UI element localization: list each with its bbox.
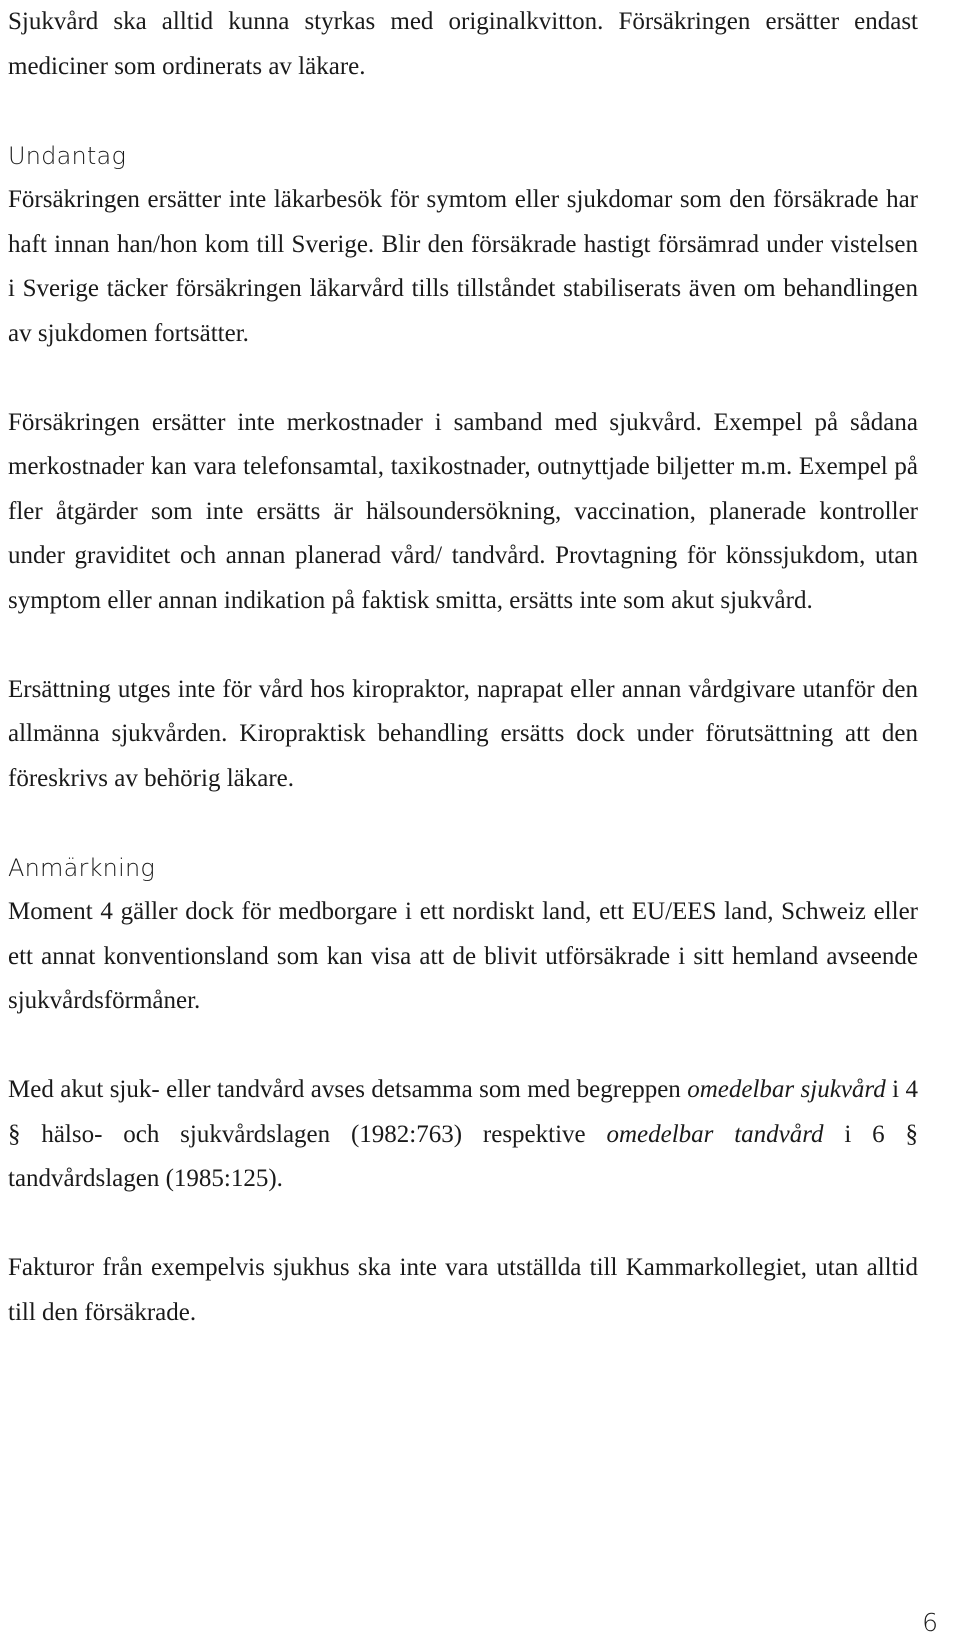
paragraph-fakturor: Fakturor från exempelvis sjukhus ska inte vara utställda till Kammarkollegiet, utan alltid till den försäkrade. [8, 1254, 918, 1326]
akut-text-3: i 6 § tandvårdslagen (1985:125). [8, 1120, 918, 1192]
paragraph-gap [8, 356, 918, 401]
heading-undantag: Undantag [8, 141, 127, 170]
paragraph-gap [8, 1202, 918, 1247]
paragraph-undantag: Försäkringen ersätter inte läkarbesök för symtom eller sjukdomar som den försäkrade har haft innan han/hon kom till Sverige. Blir den försäkrade hastigt försämrad under vistelsen i Sverige täcker försäkringen läkarvård tills tillståndet stabiliserats även om behandlingen av sjukdomen fortsätter. [8, 186, 918, 347]
akut-text-2: i 4 § hälso- och sjukvårdslagen (1982:763) respektive [8, 1076, 919, 1148]
document-page [8, 0, 918, 1335]
akut-italic-1: omedelbar sjukvård [687, 1076, 886, 1103]
paragraph-akut [8, 1068, 918, 1202]
paragraph-gap [8, 1024, 918, 1069]
page-number: 6 [922, 1608, 938, 1637]
akut-italic-2: omedelbar tandvård [606, 1120, 824, 1148]
paragraph-moment: Moment 4 gäller dock för medborgare i ett nordiskt land, ett EU/EES land, Schweiz eller ett annat konventionsland som kan visa att de blivit utförsäkrade i sitt hemland avseende sjukvårdsförmåner. [8, 898, 918, 1014]
heading-anmarkning: Anmärkning [8, 853, 155, 882]
paragraph-gap [8, 89, 918, 134]
paragraph-gap [8, 623, 918, 668]
paragraph-merkostnader: Försäkringen ersätter inte merkostnader i samband med sjukvård. Exempel på sådana merkostnader kan vara telefonsamtal, taxikostnader, outnyttjade biljetter m.m. Exempel på fler åtgärder som inte ersätts är hälsoundersökning, vaccination, planerade kontroller under graviditet och annan planerad vård/ tandvård. Provtagning för könssjukdom, utan symptom eller annan indikation på faktisk smitta, ersätts inte som akut sjukvård. [8, 408, 918, 614]
paragraph-kiropraktor: Ersättning utges inte för vård hos kiropraktor, naprapat eller annan vårdgivare utanför den allmänna sjukvården. Kiropraktisk behandling ersätts dock under förutsättning att den föreskrivs av behörig läkare. [8, 675, 918, 792]
akut-text-1: Med akut sjuk- eller tandvård avses detsamma som med begreppen [8, 1076, 688, 1103]
paragraph-gap [8, 801, 918, 846]
paragraph-intro: Sjukvård ska alltid kunna styrkas med originalkvitton. Försäkringen ersätter endast mediciner som ordinerats av läkare. [8, 8, 918, 80]
